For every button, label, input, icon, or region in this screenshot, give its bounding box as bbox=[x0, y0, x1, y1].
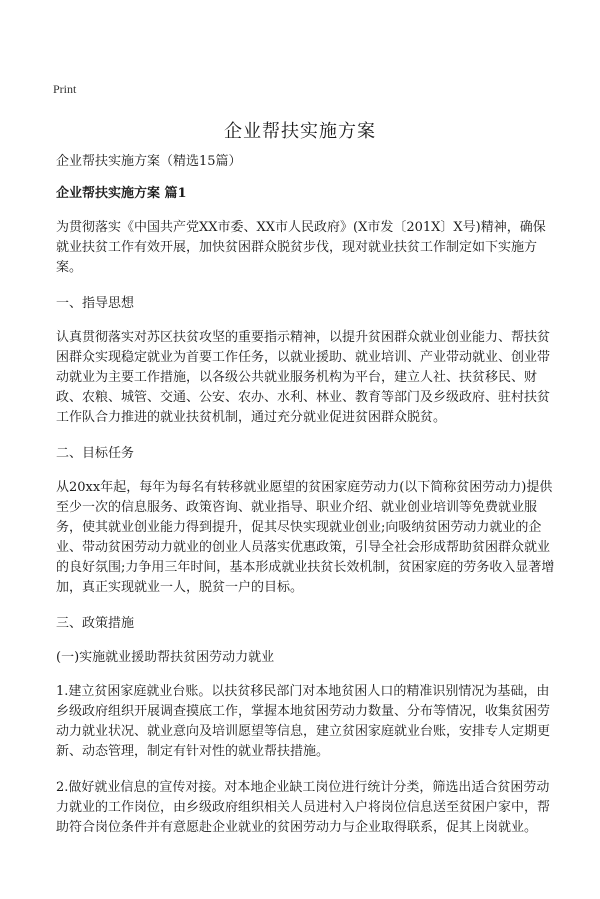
section1-heading: 一、指导思想 bbox=[56, 296, 135, 311]
intro-paragraph: 为贯彻落实《中国共产党XX市委、XX市人民政府》(X市发〔201X〕X号)精神，确保就业扶贫工作有效开展，加快贫困群众脱贫步伐，现对就业扶贫工作制定如下实施方案。 bbox=[56, 220, 546, 275]
item2-paragraph: 2.做好就业信息的宣传对接。对本地企业缺工岗位进行统计分类，筛选出适合贫困劳动力就业的工作岗位，由乡级政府组织相关人员进村入户将岗位信息送至贫困户家中，帮助符合岗位条件并有意愿赴企业就业的贫困劳动力与企业取得联系，促其上岗就业。 bbox=[56, 780, 551, 835]
item1-paragraph: 1.建立贫困家庭就业台账。以扶贫移民部门对本地贫困人口的精准识别情况为基础，由乡级政府组织开展调查摸底工作，掌握本地贫困劳动力数量、分布等情况，收集贫困劳动力就业状况、就业意向及培训愿望等信息，建立贫困家庭就业台账，安排专人定期更新、动态管理，制定有针对性的就业帮扶措施。 bbox=[56, 684, 551, 759]
chapter-title: 企业帮扶实施方案 篇1 bbox=[56, 186, 187, 201]
section2-paragraph: 从20xx年起，每年为每名有转移就业愿望的贫困家庭劳动力(以下简称贫困劳动力)提供至少一次的信息服务、政策咨询、就业指导、职业介绍、就业创业培训等免费就业服务，使其就业创业能力得到提升，促其尽快实现就业创业;向吸纳贫困劳动力就业的企业、带动贫困劳动力就业的创业人员落实优惠政策，引导全社会形成帮助贫困群众就业的良好氛围;力争用三年时间，基本形成就业扶贫长效机制，贫困家庭的劳务收入显著增加，真正实现就业一人，脱贫一户的目标。 bbox=[56, 480, 555, 595]
section3-subheading: (一)实施就业援助帮扶贫困劳动力就业 bbox=[56, 650, 275, 665]
document-subtitle: 企业帮扶实施方案（精选15篇） bbox=[56, 154, 242, 169]
document-title: 企业帮扶实施方案 bbox=[224, 121, 376, 142]
print-label: Print bbox=[53, 82, 77, 96]
document-body bbox=[56, 152, 556, 854]
section3-heading: 三、政策措施 bbox=[56, 616, 135, 631]
section1-paragraph: 认真贯彻落实对苏区扶贫攻坚的重要指示精神，以提升贫困群众就业创业能力、帮扶贫困群众实现稳定就业为首要工作任务，以就业援助、就业培训、产业带动就业、创业带动就业为主要工作措施，以各级公共就业服务机构为平台，建立人社、扶贫移民、财政、农粮、城管、交通、公安、农办、水利、林业、教育等部门及乡级政府、驻村扶贫工作队合力推进的就业扶贫机制，通过充分就业促进贫困群众脱贫。 bbox=[56, 330, 551, 425]
section2-heading: 二、目标任务 bbox=[56, 446, 135, 461]
